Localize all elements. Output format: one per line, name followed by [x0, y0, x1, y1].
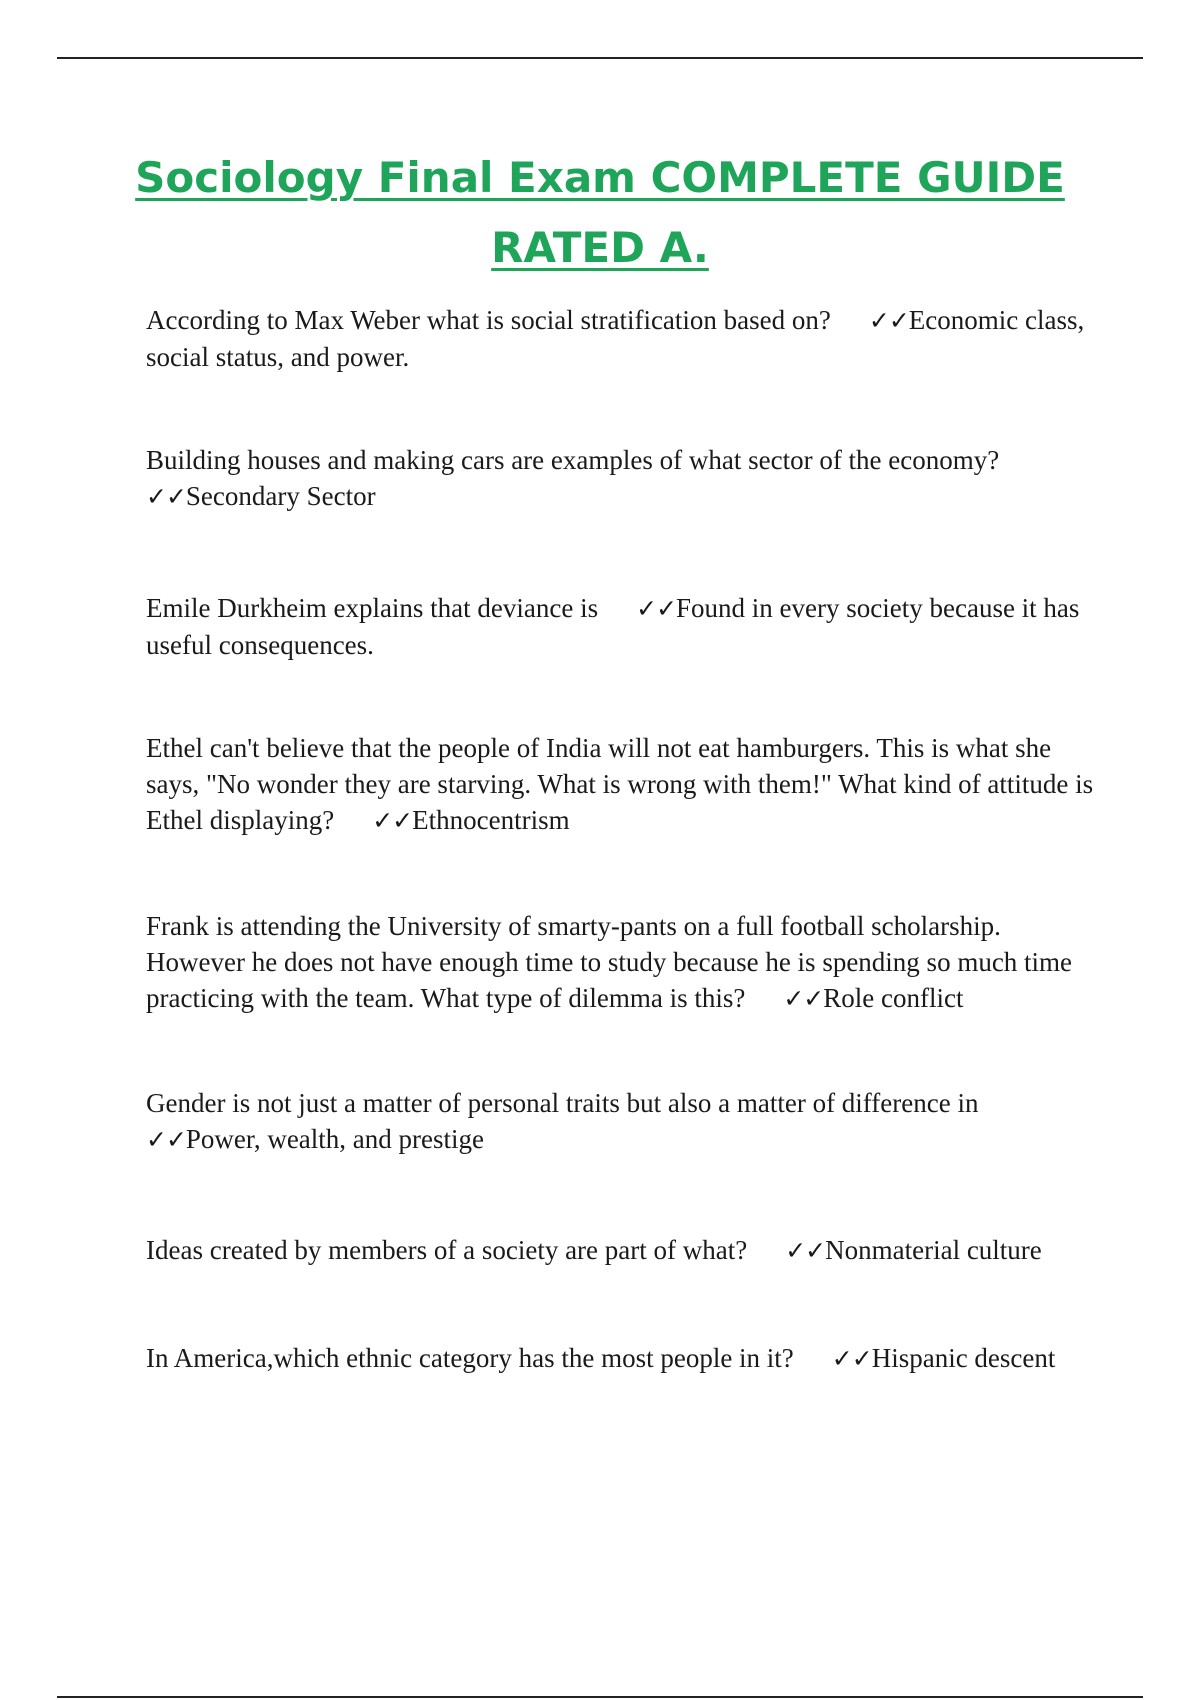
- answer-text: Economic class, social status, and power.: [146, 305, 1085, 372]
- answer-text: Nonmaterial culture: [825, 1235, 1042, 1265]
- double-check-icon: ✓✓: [146, 1125, 186, 1154]
- question-text: In America,which ethnic category has the most people in it?: [146, 1343, 794, 1373]
- question-text: Gender is not just a matter of personal traits but also a matter of difference in: [146, 1088, 979, 1118]
- page-title: [100, 143, 1100, 283]
- question-text: Building houses and making cars are examples of what sector of the economy?: [146, 445, 1000, 475]
- double-check-icon: ✓✓: [783, 984, 824, 1013]
- answer-text: Ethnocentrism: [412, 805, 570, 835]
- answer-text: Found in every society because it has useful consequences.: [146, 593, 1080, 660]
- qa-item: [146, 1085, 1096, 1158]
- qa-item: [146, 442, 1096, 515]
- question-text: According to Max Weber what is social stratification based on?: [146, 305, 831, 335]
- title-line-2: RATED A.: [491, 223, 709, 272]
- bottom-rule: [57, 1696, 1143, 1698]
- answer-text: Hispanic descent: [871, 1343, 1056, 1373]
- answer-text: Secondary Sector: [185, 481, 376, 511]
- qa-item: [146, 302, 1096, 375]
- question-text: Ideas created by members of a society are part of what?: [146, 1235, 748, 1265]
- qa-item: [146, 1340, 1096, 1377]
- question-text: Emile Durkheim explains that deviance is: [146, 593, 599, 623]
- title-line-1: Sociology Final Exam COMPLETE GUIDE: [135, 153, 1065, 202]
- qa-item: [146, 1232, 1096, 1269]
- question-text: Frank is attending the University of smarty-pants on a full football scholarship. However he does not have enough time to study because he is spending so much time practicing with the team. What type of dilemma is this?: [146, 911, 1073, 1013]
- answer-text: Role conflict: [823, 983, 964, 1013]
- double-check-icon: ✓✓: [636, 594, 677, 623]
- question-text: Ethel can't believe that the people of India will not eat hamburgers. This is what she says, "No wonder they are starving. What is wrong with them!" What kind of attitude is Ethel displaying?: [146, 733, 1094, 835]
- qa-item: [146, 590, 1096, 663]
- double-check-icon: ✓✓: [785, 1236, 826, 1265]
- double-check-icon: ✓✓: [868, 306, 909, 335]
- double-check-icon: ✓✓: [831, 1344, 872, 1373]
- double-check-icon: ✓✓: [146, 482, 186, 511]
- answer-text: Power, wealth, and prestige: [185, 1124, 484, 1154]
- top-rule: [57, 57, 1143, 59]
- qa-item: [146, 730, 1096, 839]
- double-check-icon: ✓✓: [372, 806, 413, 835]
- qa-item: [146, 908, 1096, 1017]
